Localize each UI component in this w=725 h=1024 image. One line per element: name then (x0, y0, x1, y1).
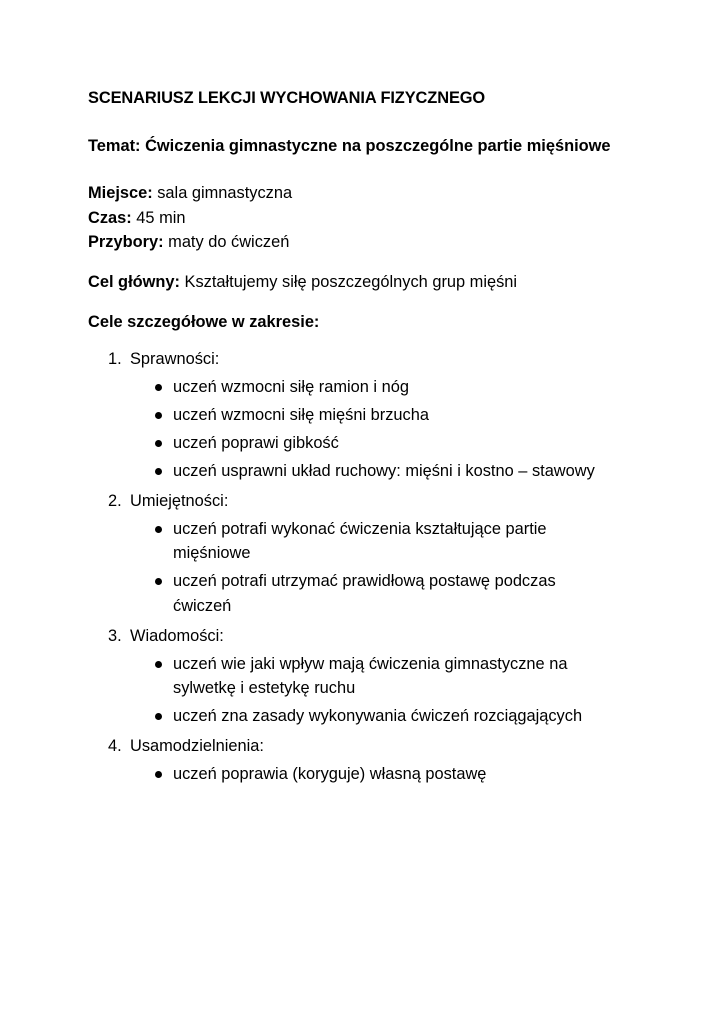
list-item-text: uczeń poprawi gibkość (173, 433, 339, 452)
list-item (130, 569, 593, 618)
place-label: Miejsce: (88, 184, 153, 203)
list-item-text: uczeń potrafi utrzymać prawidłową postawę podczas ćwiczeń (173, 572, 556, 615)
place-value: sala gimnastyczna (152, 184, 293, 203)
bullet-icon (155, 440, 162, 447)
list-item (130, 762, 688, 787)
document-title: SCENARIUSZ LEKCJI WYCHOWANIA FIZYCZNEGO (88, 89, 486, 107)
main-goal-label: Cel główny: (88, 272, 180, 291)
list-item-text: uczeń poprawia (koryguje) własną postawę (173, 765, 487, 784)
bullet-icon (155, 713, 162, 720)
goal-bullet-list (130, 517, 688, 624)
category-item (88, 489, 688, 624)
place-line (88, 181, 688, 206)
time-label: Czas: (88, 208, 132, 227)
goal-bullet-list (130, 652, 688, 735)
detailed-goals-heading: Cele szczegółowe w zakresie: (88, 312, 320, 331)
main-goal-value: Kształtujemy siłę poszczególnych grup mięśni (179, 272, 518, 291)
list-item (130, 652, 593, 701)
list-item (130, 517, 593, 566)
category-number: 1. (108, 350, 122, 369)
bullet-icon (155, 526, 162, 533)
bullet-icon (155, 468, 162, 475)
time-line (88, 206, 688, 231)
list-item-text: uczeń wzmocni siłę mięśni brzucha (173, 405, 429, 424)
equipment-line (88, 230, 688, 255)
list-item (130, 459, 688, 484)
equipment-label: Przybory: (88, 233, 164, 252)
time-value: 45 min (131, 208, 186, 227)
bullet-icon (155, 661, 162, 668)
bullet-icon (155, 578, 162, 585)
category-label: Umiejętności: (130, 492, 229, 511)
category-item (88, 624, 688, 734)
category-item (88, 347, 688, 489)
category-label: Usamodzielnienia: (130, 737, 264, 756)
bullet-icon (155, 412, 162, 419)
list-item-text: uczeń wie jaki wpływ mają ćwiczenia gimnastyczne na sylwetkę i estetykę ruchu (173, 654, 568, 698)
document-page (88, 86, 688, 792)
lesson-meta (88, 181, 688, 255)
list-item-text: uczeń usprawni układ ruchowy: mięśni i kostno – stawowy (173, 462, 595, 481)
category-label: Sprawności: (130, 350, 220, 369)
list-item-text: uczeń zna zasady wykonywania ćwiczeń rozciągających (173, 707, 583, 726)
category-item (88, 734, 688, 792)
goal-bullet-list (130, 762, 688, 792)
goal-categories (88, 347, 688, 792)
category-label: Wiadomości: (130, 627, 224, 646)
goal-bullet-list (130, 375, 688, 489)
list-item (130, 704, 688, 729)
list-item-text: uczeń wzmocni siłę ramion i nóg (173, 377, 409, 396)
category-number: 4. (108, 737, 122, 756)
list-item (130, 403, 688, 428)
bullet-icon (155, 771, 162, 778)
bullet-icon (155, 384, 162, 391)
main-goal (88, 270, 688, 295)
list-item-text: uczeń potrafi wykonać ćwiczenia kształtujące partie mięśniowe (173, 519, 547, 563)
category-number: 2. (108, 492, 122, 511)
equipment-value: maty do ćwiczeń (163, 233, 290, 252)
list-item (130, 375, 688, 400)
list-item (130, 431, 688, 456)
category-number: 3. (108, 627, 122, 646)
lesson-topic: Temat: Ćwiczenia gimnastyczne na poszczególne partie mięśniowe (88, 136, 611, 155)
